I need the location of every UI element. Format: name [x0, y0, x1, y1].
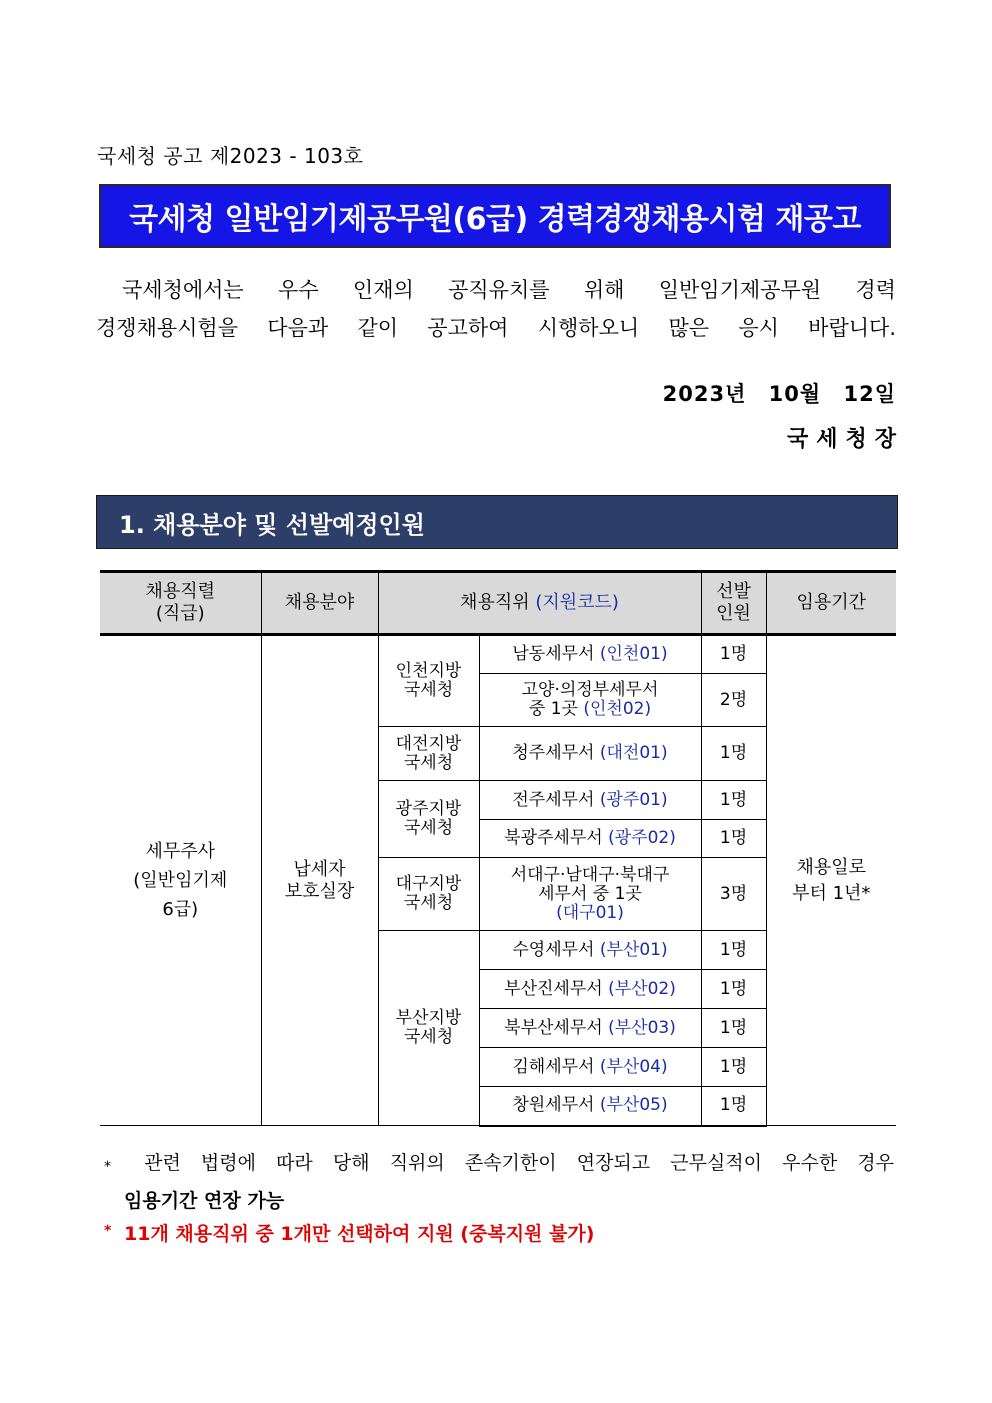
footnote-1 [104, 1146, 894, 1218]
intro-word: 국세청에서는 [122, 278, 244, 302]
office-code: (대구01) [556, 902, 624, 923]
header-term: 임용기간 [766, 572, 896, 635]
office-code: (인천02) [583, 699, 652, 719]
header-count: 선발 인원 [701, 572, 766, 635]
intro-word: 인재의 [352, 278, 414, 302]
footnote-word: 존속기한이 [464, 1152, 557, 1174]
cell-count: 1명 [701, 820, 766, 858]
recruitment-table [100, 570, 896, 1127]
cell-office [479, 635, 701, 674]
intro-word: 바랍니다. [808, 316, 896, 340]
cell-term: 채용일로 부터 1년* [766, 635, 896, 1126]
footnote-1-line-2: 임용기간 연장 가능 [124, 1190, 285, 1212]
office-name: 김해세무서 [512, 1056, 600, 1077]
table-header-row [100, 572, 896, 635]
office-code: (인천01) [599, 644, 668, 664]
header-position-grade: 채용직렬 (직급) [100, 572, 261, 635]
intro-paragraph [96, 271, 896, 347]
office-name: 수영세무서 [512, 939, 600, 960]
footnote-star: * [104, 1223, 112, 1239]
header-post [378, 572, 701, 635]
cell-count: 1명 [701, 1009, 766, 1048]
cell-region: 광주지방 국세청 [378, 781, 479, 858]
office-code: (부산03) [608, 1017, 676, 1038]
footnote-word: 우수한 [782, 1152, 838, 1174]
footnote-2-text: 11개 채용직위 중 1개만 선택하여 지원 (중복지원 불가) [124, 1223, 595, 1245]
office-name: 남동세무서 [512, 644, 600, 664]
footnote-word: 경우 [857, 1152, 894, 1174]
cell-count: 1명 [701, 727, 766, 781]
cell-office [479, 727, 701, 781]
cell-region: 대구지방 국세청 [378, 858, 479, 931]
cell-region: 인천지방 국세청 [378, 635, 479, 727]
cell-office [479, 970, 701, 1009]
office-code: (부산02) [608, 978, 676, 999]
intro-word: 많은 [668, 316, 710, 340]
footnote-word: 관련 [144, 1152, 181, 1174]
cell-count: 1명 [701, 931, 766, 970]
footnote-word: 법령에 [200, 1152, 256, 1174]
office-name: 부산진세무서 [504, 978, 609, 999]
intro-word: 우수 [278, 278, 319, 302]
office-name: 북부산세무서 [504, 1017, 609, 1038]
footnote-1-line-1 [104, 1146, 894, 1184]
intro-word: 경쟁채용시험을 [96, 316, 239, 340]
office-code: (광주02) [608, 828, 676, 848]
intro-line-2 [96, 309, 896, 347]
office-name: 서대구·남대구·북대구 세무서 중 1곳 [510, 864, 670, 904]
cell-office [479, 1048, 701, 1087]
intro-word: 경력 [855, 278, 896, 302]
cell-region: 부산지방 국세청 [378, 931, 479, 1126]
cell-count: 2명 [701, 674, 766, 727]
footnote-word: 직위의 [389, 1152, 445, 1174]
office-code: (부산05) [599, 1095, 668, 1116]
office-code: (부산04) [599, 1056, 668, 1077]
intro-line-1 [96, 271, 896, 309]
cell-count: 1명 [701, 781, 766, 820]
intro-word: 일반임기제공무원 [658, 278, 822, 302]
office-code: (대전01) [599, 743, 668, 763]
footnote-word: 연장되고 [576, 1152, 651, 1174]
intro-word: 응시 [738, 316, 779, 340]
intro-word: 같이 [357, 316, 399, 340]
footnote-word: 근무실적이 [670, 1152, 763, 1174]
header-post-code: (지원코드) [535, 592, 619, 613]
office-code: (부산01) [599, 939, 668, 960]
intro-word: 다음과 [267, 316, 329, 340]
header-post-label: 채용직위 [460, 592, 530, 613]
section-1-title: 1. 채용분야 및 선발예정인원 [96, 495, 898, 549]
document-title: 국세청 일반임기제공무원(6급) 경력경쟁채용시험 재공고 [99, 184, 891, 248]
office-code: (광주01) [599, 789, 668, 810]
header-field: 채용분야 [261, 572, 378, 635]
office-name: 청주세무서 [512, 743, 600, 763]
cell-count: 1명 [701, 1048, 766, 1087]
office-name: 고양·의정부세무서 중 1곳 [521, 680, 659, 719]
cell-office [479, 674, 701, 727]
cell-count: 3명 [701, 858, 766, 931]
table-row [100, 635, 896, 674]
cell-office [479, 820, 701, 858]
cell-office [479, 858, 701, 931]
office-name: 북광주세무서 [504, 828, 609, 848]
office-name: 창원세무서 [512, 1095, 600, 1116]
cell-office [479, 781, 701, 820]
intro-word: 공고하여 [427, 316, 509, 340]
cell-region: 대전지방 국세청 [378, 727, 479, 781]
intro-word: 공직유치를 [448, 278, 550, 302]
cell-count: 1명 [701, 1087, 766, 1126]
cell-office [479, 1009, 701, 1048]
cell-position-grade: 세무주사 (일반임기제 6급) [100, 635, 261, 1126]
intro-word: 시행하오니 [537, 316, 640, 340]
notice-number: 국세청 공고 제2023 - 103호 [97, 144, 364, 168]
footnote-word: 당해 [332, 1152, 370, 1174]
cell-count: 1명 [701, 635, 766, 674]
cell-office [479, 931, 701, 970]
office-name: 전주세무서 [512, 789, 600, 810]
cell-count: 1명 [701, 970, 766, 1009]
cell-field: 납세자 보호실장 [261, 635, 378, 1126]
intro-word: 위해 [583, 278, 625, 302]
footnote-word: 따라 [276, 1152, 313, 1174]
footnote-star: * [104, 1159, 111, 1175]
footnote-2 [104, 1219, 594, 1246]
notice-date: 2023년 10월 12일 [662, 382, 896, 406]
cell-office [479, 1087, 701, 1126]
signer: 국세청장 [786, 427, 904, 452]
